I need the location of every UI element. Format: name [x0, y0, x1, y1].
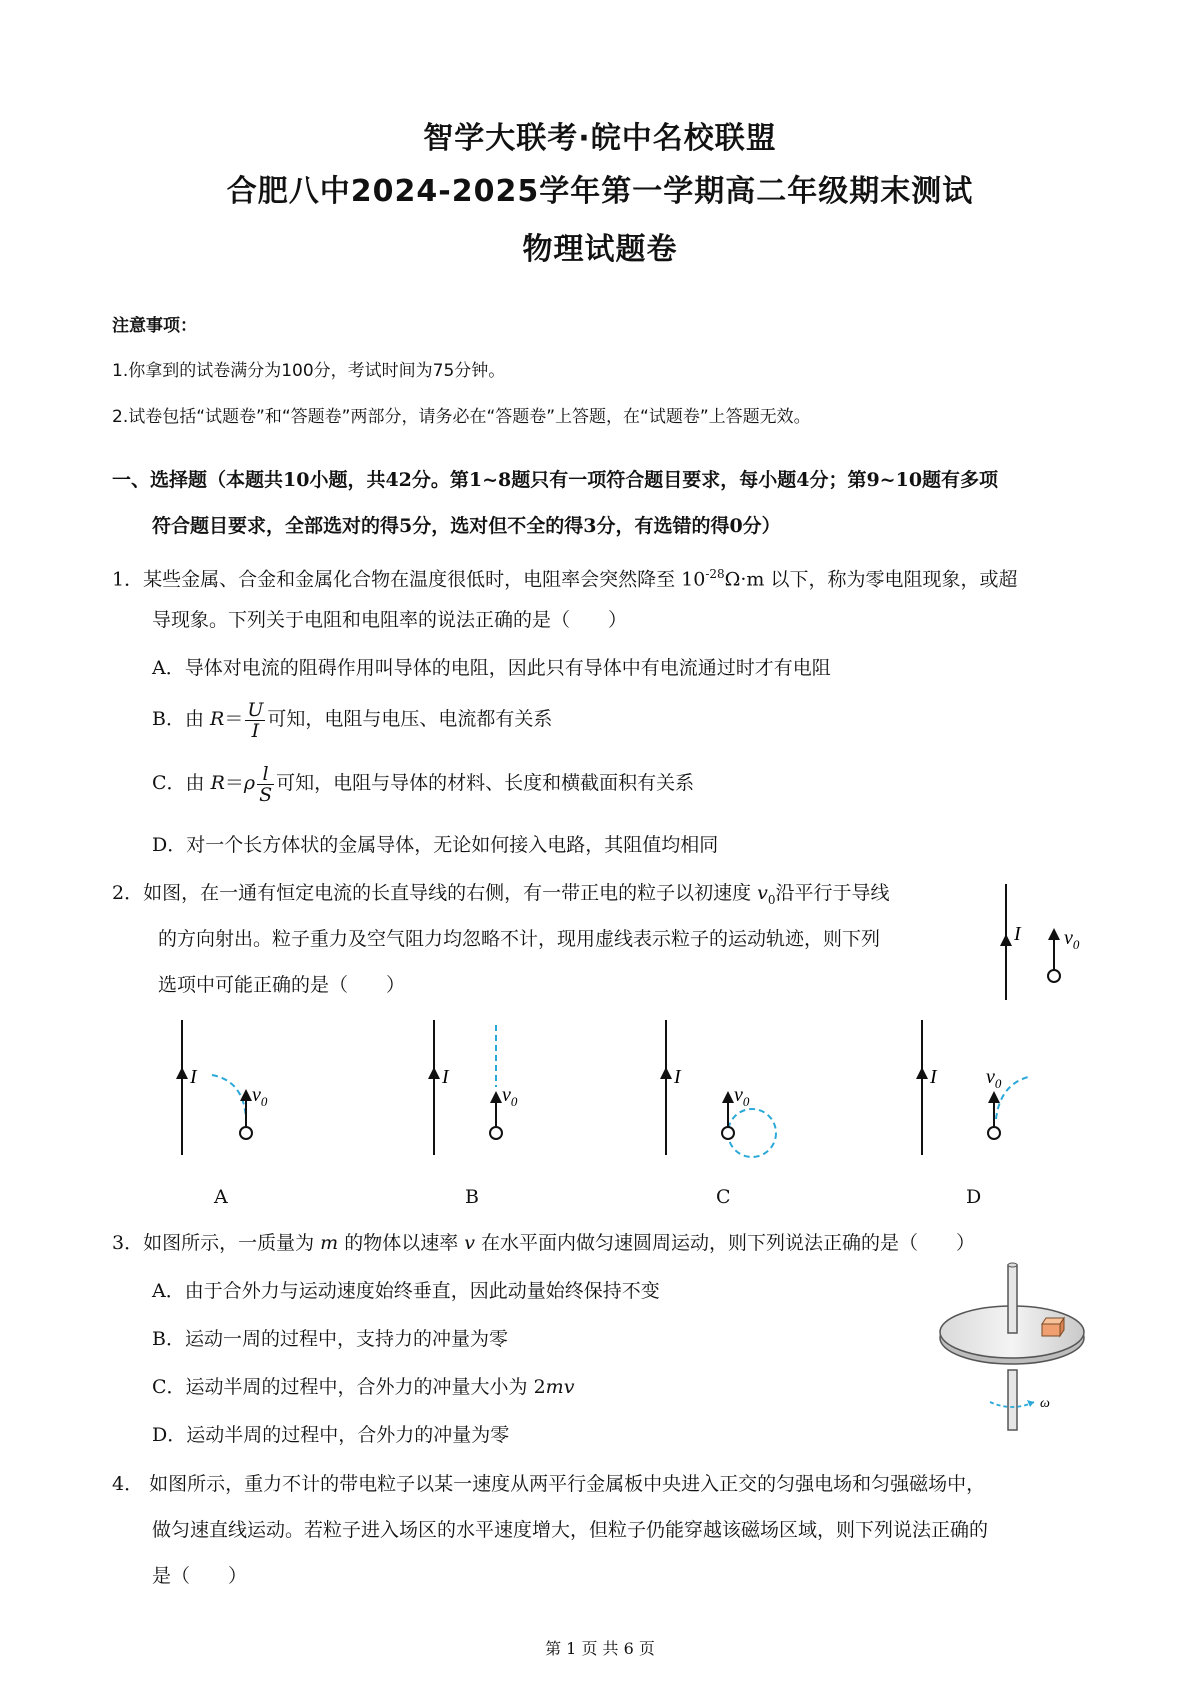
q4-stem-line2: 做匀速直线运动。若粒子进入场区的水平速度增大，但粒子仍能穿越该磁场区域，则下列说法正确的 — [152, 1519, 989, 1541]
section1-line1: 一、选择题（本题共10小题，共42分。第1~8题只有一项符合题目要求，每小题4分；第9~10题有多项 — [112, 469, 999, 491]
q1-option-c: C．由 R＝ρ $\frac{l}{S}$ 可知，电阻与导体的材料、长度和横截面积有关系 — [152, 762, 695, 806]
dashed-trajectory — [728, 1109, 776, 1157]
header-line3: 物理试题卷 — [522, 232, 678, 267]
q2-label-a: A — [214, 1186, 228, 1208]
velocity-label: $v_0$ — [1064, 927, 1080, 952]
svg-text:I: I — [442, 1066, 449, 1088]
particle — [240, 1127, 252, 1139]
q2-label-b: B — [465, 1186, 479, 1208]
particle — [722, 1127, 734, 1139]
svg-text:v0: $v_0$ — [502, 1084, 518, 1109]
particle — [988, 1127, 1000, 1139]
q4-stem-line3: 是（ ） — [152, 1565, 248, 1587]
svg-text:I: I — [674, 1066, 681, 1088]
notice-item1: 1.你拿到的试卷满分为100分，考试时间为75分钟。 — [112, 361, 506, 381]
q3-turntable-figure — [930, 1260, 1100, 1435]
q2-label-c: C — [716, 1186, 731, 1208]
q2-stem-line1: 2．如图，在一通有恒定电流的长直导线的右侧，有一带正电的粒子以初速度 $v_0$沿平行于导线 — [112, 882, 890, 907]
header-line2: 合肥八中2024-2025学年第一学期高二年级期末测试 — [226, 174, 974, 209]
q1-stem-line2: 导现象。下列关于电阻和电阻率的说法正确的是（ ） — [152, 609, 628, 631]
section1-line2: 符合题目要求，全部选对的得5分，选对但不全的得3分，有选错的得0分） — [152, 515, 781, 537]
q1-c-fraction: $\frac{l}{S}$ — [259, 762, 273, 806]
svg-text:v0: $v_0$ — [986, 1066, 1002, 1091]
dashed-trajectory — [212, 1075, 246, 1119]
particle — [490, 1127, 502, 1139]
q3-stem: 3．如图所示，一质量为 m 的物体以速率 v 在水平面内做匀速圆周运动，则下列说法正确的是（ ） — [112, 1232, 976, 1254]
q1-stem-line1: 1．某些金属、合金和金属化合物在温度很低时，电阻率会突然降至 $10^{-28}\Omega\cdot m$ 以下，称为零电阻现象，或超 — [112, 567, 1018, 591]
q3-option-a: A．由于合外力与运动速度始终垂直，因此动量始终保持不变 — [152, 1280, 660, 1302]
q2-figure-a — [160, 1015, 300, 1160]
q2-stem-line2: 的方向射出。粒子重力及空气阻力均忽略不计，现用虚线表示粒子的运动轨迹，则下列 — [158, 928, 881, 950]
q2-figure-c — [640, 1015, 800, 1160]
notice-item2: 2.试卷包括“试题卷”和“答题卷”两部分，请务必在“答题卷”上答题，在“试题卷”上答题无效。 — [112, 407, 811, 427]
omega-label: ω — [1040, 1396, 1050, 1411]
q3-option-c: C．运动半周的过程中，合外力的冲量大小为 2mv — [152, 1376, 575, 1398]
q2-stem-line3: 选项中可能正确的是（ ） — [158, 974, 406, 996]
q1-b-fraction: $\frac{U}{I}$ — [247, 698, 264, 742]
current-label: I — [1014, 923, 1021, 945]
notice-title: 注意事项： — [112, 316, 197, 336]
q1-option-d: D．对一个长方体状的金属导体，无论如何接入电路，其阻值均相同 — [152, 834, 719, 856]
q4-stem-line1: 4． 如图所示，重力不计的带电粒子以某一速度从两平行金属板中央进入正交的匀强电场和匀强磁场中， — [112, 1473, 986, 1495]
q2-figure-d — [900, 1015, 1060, 1160]
svg-text:I: I — [930, 1066, 937, 1088]
shaft-lower — [1008, 1370, 1017, 1430]
q1-option-b: B．由 R＝ $\frac{U}{I}$ 可知，电阻与电压、电流都有关系 — [152, 698, 553, 742]
q3-option-d: D．运动半周的过程中，合外力的冲量为零 — [152, 1424, 510, 1446]
header-line1: 智学大联考·皖中名校联盟 — [423, 121, 777, 156]
q2-main-figure — [990, 880, 1100, 1005]
svg-text:I: I — [190, 1066, 197, 1088]
block — [1042, 1318, 1064, 1336]
page-number: 第 1 页 共 6 页 — [545, 1639, 655, 1658]
particle — [1048, 970, 1060, 982]
svg-text:v0: $v_0$ — [252, 1084, 268, 1109]
q2-label-d: D — [966, 1186, 982, 1208]
q2-figure-b — [410, 1015, 550, 1160]
svg-text:v0: $v_0$ — [734, 1084, 750, 1109]
shaft-upper — [1008, 1265, 1017, 1333]
q3-option-b: B．运动一周的过程中，支持力的冲量为零 — [152, 1328, 508, 1350]
q1-option-a: A．导体对电流的阻碍作用叫导体的电阻，因此只有导体中有电流通过时才有电阻 — [152, 657, 831, 679]
